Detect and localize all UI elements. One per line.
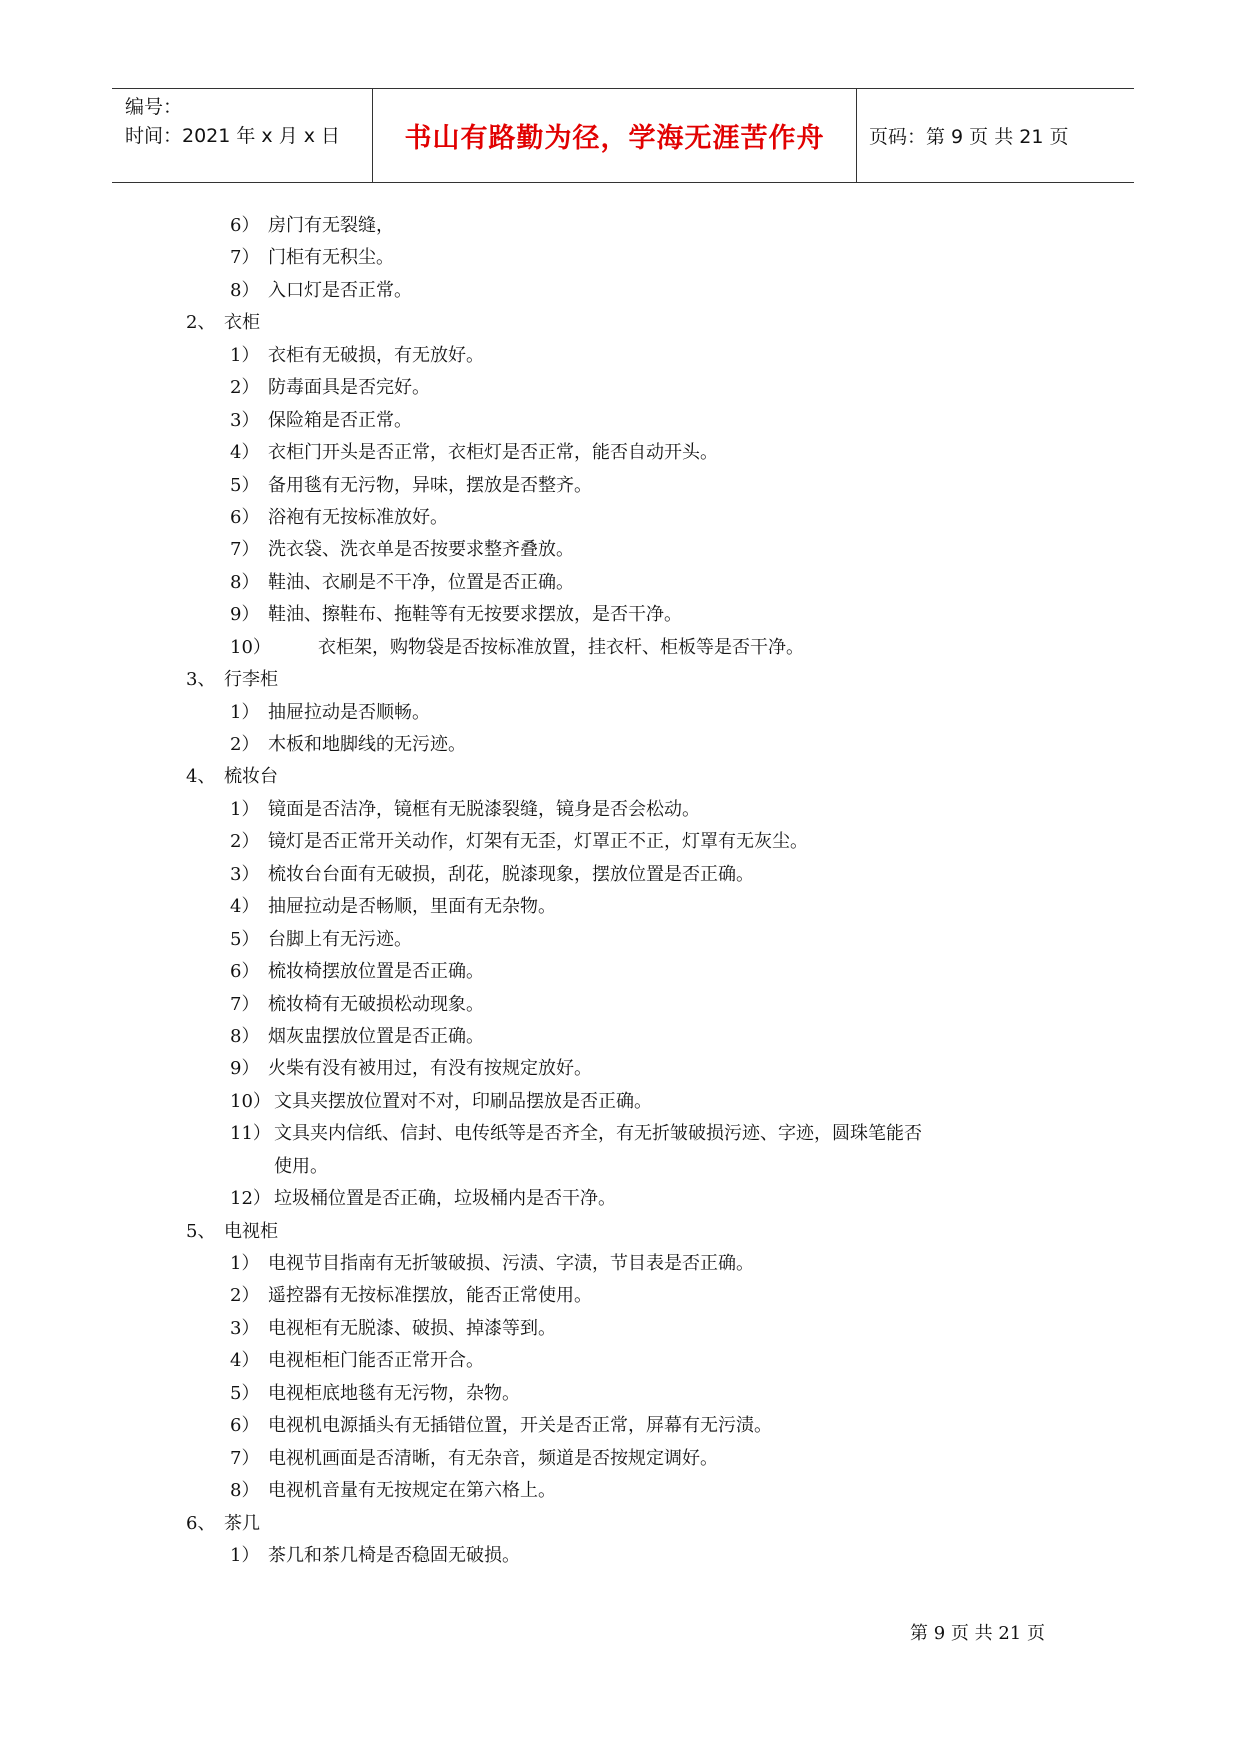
item-text: 文具夹内信纸、信封、电传纸等是否齐全，有无折皱破损污迹、字迹，圆珠笔能否 <box>274 1123 922 1145</box>
item-text: 门柜有无积尘。 <box>268 247 394 269</box>
page-header <box>112 88 1134 183</box>
item-text: 文具夹摆放位置对不对，印刷品摆放是否正确。 <box>274 1090 652 1112</box>
item-text: 房门有无裂缝， <box>268 215 394 236</box>
list-item <box>0 1443 1241 1475</box>
item-number: 11） <box>230 1123 271 1145</box>
item-number: 1） <box>230 798 260 820</box>
item-text: 茶几和茶几椅是否稳固无破损。 <box>268 1544 520 1566</box>
item-number: 1） <box>230 701 260 723</box>
item-text: 备用毯有无污物，异味，摆放是否整齐。 <box>268 474 592 496</box>
item-text: 抽屉拉动是否畅顺，里面有无杂物。 <box>268 896 556 918</box>
list-item <box>0 1280 1241 1312</box>
list-item <box>0 632 1241 664</box>
list-item <box>0 275 1241 307</box>
section-title: 梳妆台 <box>224 766 278 788</box>
item-number: 7） <box>230 1447 260 1469</box>
document-number-label: 编号： <box>125 96 183 118</box>
section-title: 衣柜 <box>224 312 260 334</box>
item-number: 3） <box>230 1317 260 1339</box>
item-number: 8） <box>230 279 260 301</box>
section-number: 6、 <box>186 1512 216 1534</box>
list-item <box>0 405 1241 437</box>
item-text: 防毒面具是否完好。 <box>268 377 430 399</box>
item-number: 10） <box>230 636 271 658</box>
item-text: 使用。 <box>274 1155 328 1177</box>
item-number: 5） <box>230 928 260 950</box>
item-number: 8） <box>230 1025 260 1047</box>
item-number: 8） <box>230 571 260 593</box>
item-number: 2） <box>230 734 260 755</box>
item-number: 2） <box>230 831 260 853</box>
section-number: 4、 <box>186 766 216 788</box>
section-number: 5、 <box>186 1220 216 1242</box>
list-item <box>0 794 1241 826</box>
section-title: 行李柜 <box>224 669 278 691</box>
item-number: 1） <box>230 344 260 366</box>
item-number: 7） <box>230 993 260 1015</box>
item-text: 梳妆椅摆放位置是否正确。 <box>268 961 484 983</box>
item-number: 9） <box>230 1058 260 1080</box>
item-text: 垃圾桶位置是否正确，垃圾桶内是否干净。 <box>274 1188 616 1210</box>
header-divider <box>856 89 857 182</box>
list-item <box>0 1475 1241 1507</box>
list-item <box>0 340 1241 372</box>
item-number: 4） <box>230 1350 260 1372</box>
item-number: 4） <box>230 442 260 464</box>
item-number: 6） <box>230 961 260 983</box>
item-text: 衣柜有无破损，有无放好。 <box>268 344 484 366</box>
list-item <box>0 697 1241 729</box>
list-item <box>0 502 1241 534</box>
item-number: 6） <box>230 506 260 528</box>
list-item <box>0 1540 1241 1572</box>
item-text: 火柴有没有被用过，有没有按规定放好。 <box>268 1058 592 1080</box>
section-title: 电视柜 <box>224 1220 278 1242</box>
page-footer: 第 9 页 共 21 页 <box>910 1623 1045 1644</box>
item-text: 梳妆台台面有无破损，刮花，脱漆现象，摆放位置是否正确。 <box>268 863 754 885</box>
header-page-number: 页码：第 9 页 共 21 页 <box>869 126 1069 148</box>
item-text: 台脚上有无污迹。 <box>268 928 412 950</box>
section-heading <box>0 1508 1241 1540</box>
item-text: 遥控器有无按标准摆放，能否正常使用。 <box>268 1285 592 1307</box>
list-item <box>0 534 1241 566</box>
list-item <box>0 1183 1241 1215</box>
item-text: 梳妆椅有无破损松动现象。 <box>268 993 484 1015</box>
item-number: 5） <box>230 474 260 496</box>
item-text: 烟灰盅摆放位置是否正确。 <box>268 1025 484 1047</box>
list-item <box>0 1086 1241 1118</box>
item-text: 电视机音量有无按规定在第六格上。 <box>268 1480 556 1502</box>
section-heading <box>0 761 1241 793</box>
item-text: 保险箱是否正常。 <box>268 409 412 431</box>
list-item <box>0 989 1241 1021</box>
section-number: 3、 <box>186 669 216 691</box>
list-item <box>0 599 1241 631</box>
item-number: 6） <box>230 215 260 236</box>
list-item <box>0 826 1241 858</box>
list-item <box>0 1248 1241 1280</box>
item-number: 6） <box>230 1415 260 1437</box>
item-text: 木板和地脚线的无污迹。 <box>268 734 466 755</box>
item-text: 电视机电源插头有无插错位置，开关是否正常，屏幕有无污渍。 <box>268 1415 772 1437</box>
list-item <box>0 437 1241 469</box>
section-number: 2、 <box>186 312 216 334</box>
item-text: 鞋油、衣刷是不干净，位置是否正确。 <box>268 571 574 593</box>
list-item <box>0 1118 1241 1150</box>
item-text: 电视机画面是否清晰，有无杂音，频道是否按规定调好。 <box>268 1447 718 1469</box>
item-text: 抽屉拉动是否顺畅。 <box>268 701 430 723</box>
item-text: 浴袍有无按标准放好。 <box>268 506 448 528</box>
list-item <box>0 1378 1241 1410</box>
item-number: 7） <box>230 247 260 269</box>
list-item <box>0 1410 1241 1442</box>
list-item <box>0 1345 1241 1377</box>
list-item <box>0 470 1241 502</box>
item-number: 10） <box>230 1090 271 1112</box>
document-time-label: 时间：2021 年 x 月 x 日 <box>125 125 341 147</box>
list-item <box>0 1021 1241 1053</box>
section-title: 茶几 <box>224 1512 260 1534</box>
list-item <box>0 1313 1241 1345</box>
item-number: 7） <box>230 539 260 561</box>
list-item <box>0 924 1241 956</box>
list-item <box>0 729 1241 761</box>
list-item <box>0 859 1241 891</box>
item-number: 5） <box>230 1382 260 1404</box>
item-number: 8） <box>230 1480 260 1502</box>
item-text: 电视节目指南有无折皱破损、污渍、字渍，节目表是否正确。 <box>268 1253 754 1274</box>
list-item <box>0 891 1241 923</box>
item-text: 电视柜有无脱漆、破损、掉漆等到。 <box>268 1317 556 1339</box>
item-text: 鞋油、擦鞋布、拖鞋等有无按要求摆放，是否干净。 <box>268 604 682 626</box>
item-text: 镜灯是否正常开关动作，灯架有无歪，灯罩正不正，灯罩有无灰尘。 <box>268 831 808 853</box>
item-text: 电视柜柜门能否正常开合。 <box>268 1350 484 1372</box>
list-item <box>0 372 1241 404</box>
section-heading <box>0 664 1241 696</box>
checklist-body <box>0 210 1241 1572</box>
item-number: 2） <box>230 1285 260 1307</box>
item-text: 衣柜门开头是否正常，衣柜灯是否正常，能否自动开头。 <box>268 442 718 464</box>
item-text: 电视柜底地毯有无污物，杂物。 <box>268 1382 520 1404</box>
list-item <box>0 242 1241 274</box>
list-item <box>0 210 1241 242</box>
list-item <box>0 956 1241 988</box>
list-item <box>0 567 1241 599</box>
item-number: 2） <box>230 377 260 399</box>
item-number: 9） <box>230 604 260 626</box>
item-number: 1） <box>230 1253 260 1274</box>
item-number: 4） <box>230 896 260 918</box>
list-item-continuation <box>0 1151 1241 1183</box>
item-text: 衣柜架，购物袋是否按标准放置，挂衣杆、柜板等是否干净。 <box>318 636 804 658</box>
section-heading <box>0 1216 1241 1248</box>
item-text: 洗衣袋、洗衣单是否按要求整齐叠放。 <box>268 539 574 561</box>
section-heading <box>0 307 1241 339</box>
item-number: 1） <box>230 1544 260 1566</box>
item-number: 3） <box>230 409 260 431</box>
item-text: 入口灯是否正常。 <box>268 279 412 301</box>
item-number: 3） <box>230 863 260 885</box>
item-text: 镜面是否洁净，镜框有无脱漆裂缝，镜身是否会松动。 <box>268 798 700 820</box>
header-motto: 书山有路勤为径，学海无涯苦作舟 <box>404 123 825 154</box>
item-number: 12） <box>230 1188 271 1210</box>
list-item <box>0 1053 1241 1085</box>
